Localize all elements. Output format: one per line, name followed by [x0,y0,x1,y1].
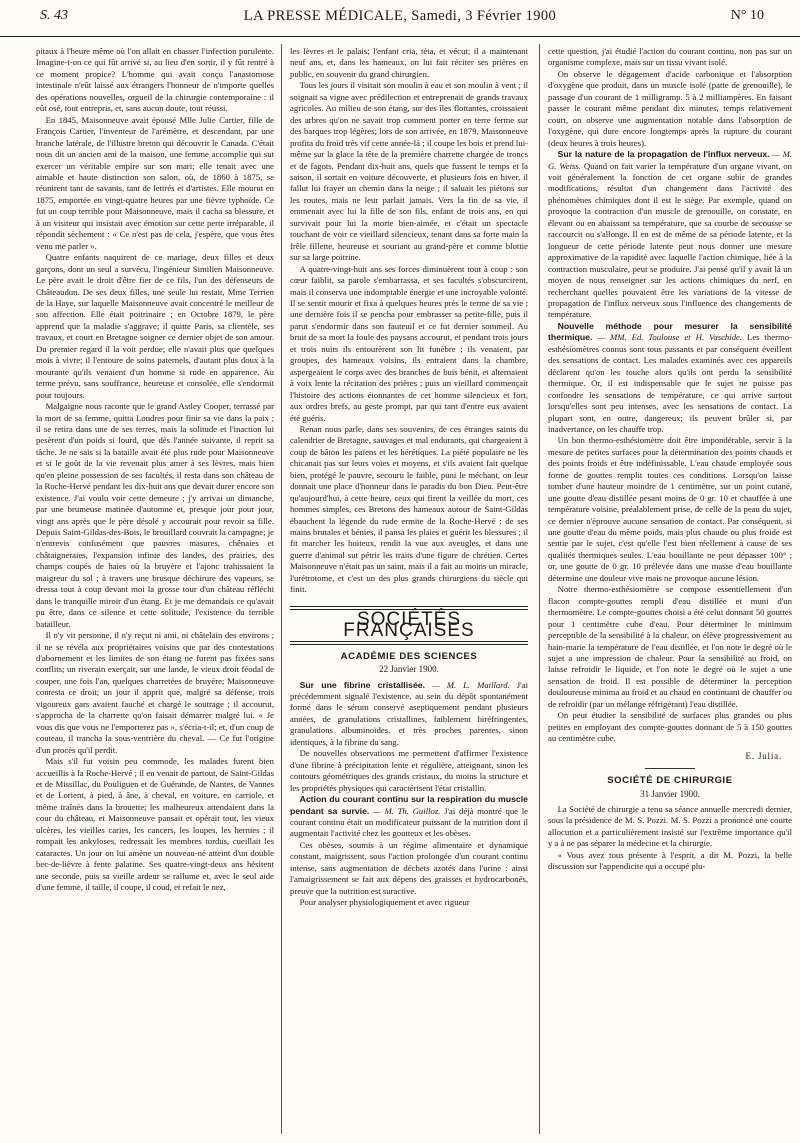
society-title: SOCIÉTÉ DE CHIRURGIE [607,775,733,787]
paragraph: Ces obèses, soumis à un régime alimentaire et dynamique constant, maigrissent, sous l'action prolongée d'un courant continu intense, sans augmentation de déchets azotés dans l'urine : ainsi l'amaigrissement se fait aux dépens des graisses et hydrocarbonés, preuve que la nutrition est suractive. [290,839,528,896]
paragraph: En 1845, Maisonneuve avait épousé Mlle Julie Cartier, fille de François Cartier, l'inventeur de l'arémètre, et descendant, par une branche latérale, de l'illustre breton qui découvrit le Canada. C'était nous dit un ancien ami de la maison, une femme accomplie qui sut exercer un véritable empire sur son mari; elle tenait avec une aimable et haute distinction son salon, où, de 1860 à 1875, se réunirent tant de savants, tant de lettrés et d'artistes. Elle mourut en 1875, emportée en vingt-quatre heures par une fièvre typhoïde. Ce fut un coup terrible pour Maisonneuve, mais il cacha sa blessure, et à un visiteur qui insistait avec émotion sur cette perte irréparable, il répondit sèchement : « Ce n'est pas de cela, j'espère, que vous êtes venu me parler ». [36,114,274,251]
paragraph: Renan nous parle, dans ses souvenirs, de ces étranges saints du calendrier de Bretagne, sauvages et mal endurants, qui chargeaient à coup de bâton les païens et les hérétiques. La piété populaire ne les chicanait pas sur leurs voies et moyens, et s'ils avaient fait quelque bien, protégé le pauvre, secouru le faible, puni le méchant, on leur donnait une place d'honneur dans le paradis du bon Dieu. Peut-être qu'aujourd'hui, à cette heure, ceux qui firent la veillée du mort, ces hommes simples, ces Bretons des hameaux autour de Saint-Gildas ébauchent la légende du rude ermite de la Roche-Hervé : de ses mains brutales et bénies, il pansa les plaies et guérit les blessures ; il fit marcher les boiteux, rendit la vue aux aveugles, et dans une guerre d'animal sut pétrir les traits d'une figure de chrétien. Certes Maisonneuve n'était pas un saint, mais il a fait au moins un miracle, l'urétrotome, et c'est un des plus grands chirurgiens du siècle qui finit. [290,423,528,595]
article: Action du courant continu sur la respiration du muscle pendant sa survie. — M. Th. Guilloz. J'ai déjà montré que le courant continu était un modificateur puissant de la nutrition dont il augmentait l'activité chez les goutteux et les obèses. [290,794,528,839]
paragraph: Tous les jours il visitait son moulin à eau et son moulin à vent ; il soignait sa vigne avec prédilection et entreprenait de grands travaux agricoles. Au milieu de son étang, sur des îles flottantes, croissaient des arbres qu'on ne savait trop comment porter en terre ferme sur des barques trop légères; lors de son arrivée, en 1879, Maisonneuve profita du froid très vif cette année-là ; il coupe les bois et prend lui-même sur la glace la tête de la première charrette chargée de troncs et de fagots. Pendant dix-huit ans, quels que fussent le temps et la saison, il sortait en voiture découverte, et plusieurs fois en hiver, il fallut lui frayer un chemin dans la neige ; il saluait les piétons sur les routes, mais ne leur parlait jamais. Vers la fin de sa vie, il emmenait avec lui la fille de son fils, enfant de trois ans, en qui survivait pour lui la morte bien-aimée, et c'était un spectacle touchant de voir ce vieillard silencieux, tenant dans sa forte main la frêle fillette, heureuse et souriant au grand-père et comme blottie sur sa large poitrine. [290,80,528,263]
paragraph: pitaux à l'heure même où l'on allait en chasser l'infection purulente. Imagine-t-on ce qui fût arrivé si, au lieu d'en sortir, il y fût rentré à ce moment propice? L'homme qui avait conçu l'anastomose intestinale n'eût laissé aux étrangers l'honneur de n'importe quelles des opérations nouvelles, orgueil de la chirurgie contemporaine : il eût osé, tout entrepris, et, sans aucun doute, tout réussi. [36,46,274,114]
section-banner: SOCIÉTÉS FRANÇAISES [290,606,528,645]
paragraph: Quatre enfants naquirent de ce mariage, deux filles et deux garçons, dont un seul a survécu, l'ingénieur Similien Maisonneuve. Le père avait le droit d'être fier de ce fils, l'un des défenseurs de Châteaudun. De ses deux filles, une seule lui restait, Mme Terrien de la Haye, sur laquelle Maisonneuve avait concentré le meilleur de son affection. Elle était poitrinaire ; en Octobre 1879, le père apprend que la maladie s'aggrave; il quitte Paris, sa clientèle, ses travaux, et court en Bretagne soigner ce dernier objet de son amour. Du premier regard il la voit perdue; elle n'avait plus que quelques mois à vivre; il l'entoure de soins paternels, d'autant plus doux à la mourante qu'ils venaient d'un homme si rude en apparence. Au terme prévu, sans souffrance, heureuse et consolée, elle s'endormit pour toujours. [36,252,274,400]
paragraph: Un bon thermo-esthésiomètre doit être impondérable, servir à la mesure de petites surfaces pour la détermination des points chauds et des points froids et être indéfinissable. L'eau chaude employée sous forme de gouttes remplit toutes ces conditions. Lorsqu'on laisse tomber d'une hauteur moindre de 1 centimètre, sur un point cutané, une goutte d'eau distillée pesant moins de 0 gr. 10 et chauffée à une température voisine, préalablement prise, de celle de la peau du sujet, ce dernier n'éprouve aucune sensation de contact. Par conséquent, si une goutte d'eau du même poids, mais plus chaude ou plus froide est sentie par le sujet, c'est qu'elle l'est bien réellement à cause de ses qualités thermiques seules. L'eau bouillante ne peut dépasser 100° ; or, une goutte de 0 gr. 10 prélevée dans une masse d'eau bouillante détermine une douleur vive mais ne provoque aucune lésion. [548,435,792,583]
paragraph: Il n'y vit personne, il n'y reçut ni ami, ni châtelain des environs ; il ne se révéla aux propriétaires voisins que par des contestations d'abornement et les limites de son étang ne furent pas fixées sans conflits; un riverain exerçait, sur une lande, le vieux droit féodal de couper, une fois l'an, quelques charretées de bruyère; Maisonneuve contesta ce droit; un jour il apprit que, malgré sa défense, trois vigoureux gars avaient fauché et chargé le soutrage ; il accourut, s'approcha de la charrette qu'on faisait démarrer malgré lui. « Je vous dis que vous ne l'emporterez pas », s'écria-t-il; et, d'un coup de couteau, il trancha la sous-ventrière du cheval. — Ce fut l'origine d'un procès qu'il perdit. [36,630,274,755]
paragraph: On peut étudier la sensibilité de surfaces plus grandes ou plus petites en employant des compte-gouttes donnant de 5 à 150 gouttes au centimètre cube. [548,710,792,744]
session-date: 22 Janvier 1900. [379,664,439,675]
column-3 [548,46,792,873]
column-2 [290,46,528,909]
author-signature: E. Julia. [745,750,782,761]
paragraph: cette question, j'ai étudié l'action du courant continu, non pas sur un organisme complexe, mais sur un tissu vivant isolé. [548,46,792,68]
society-title: ACADÉMIE DES SCIENCES [340,650,478,662]
article: Nouvelle méthode pour mesurer la sensibilité thermique. — MM. Ed. Toulouse et H. Vaschide. Les thermo-esthésiomètres connus sont tous passants et par conséquent éveillent des sensations de contact. Les malades examinés avec ces appareils déclarent qu'on les touche alors qu'ils ont perdu la sensibilité thermique. Or, il est indispensable que le sujet ne puisse pas confondre les sensations de température, ce qui arrive surtout lorsqu'elles sont peu intenses, avec les sensations de contact. La plupart sont, en outre, dangereux; ils peuvent brûler si, par inadvertance, on les chauffe trop. [548,320,792,434]
column-1 [36,46,274,894]
paragraph: A quatre-vingt-huit ans ses forces diminuèrent tout à coup : son cœur faiblit, sa parole s'embarrassa, et ses facultés s'obscurcirent, mais il conserva une indomptable énergie et une incroyable volonté. Il se sentit mourir et fixa à quelques heures près le terme de sa vie ; une dernière fois il se pencha pour embrasser sa petite-fille, puis il parut s'endormir dans son fauteuil et ce fut dernier sommeil. Au bruit de sa mort la foule des paysans accourut, et pendant trois jours et trois nuits ils entourèrent son lit funèbre ; ils venaient, par groupes, des hameaux voisins, ils entraient dans la chambre, aspergeaient le corps avec des branches de buis bénit, et alternaient à voix lente la récitation des prières ; puis un vieillard commençait l'histoire des actions étonnantes de cet homme silencieux et fort, aux ordres brefs, au geste prompt, par qui tant d'entre eux avaient été guéris. [290,263,528,423]
paragraph: Pour analyser physiologiquement et avec rigueur [299,897,470,908]
article: Sur la nature de la propagation de l'influx nerveux. — M. G. Weiss. Quand on fait varier la température d'un organe vivant, on voit généralement la fonction de cet organe subir de grandes modifications, résultat d'un changement dans l'activité des phénomènes chimiques dont il est le siège. Par exemple, quand on provoque la contraction d'un muscle de grenouille, on constate, en élevant ou en abaissant sa température, que sa courbe de secousse se raccourcit ou s'allonge. Il en est de même de sa période latente, et la longueur de cette période latente peut nous donner une mesure approximative de la rapidité avec laquelle l'action chimique, liée à la contraction musculaire, peut se produire. J'ai pensé qu'il y avait là un moyen de nous renseigner sur les actions chimiques du nerf, en recherchant quelles pouvaient être les variations de la vitesse de propagation de l'influx nerveux sous l'influence des changements de température. [548,149,792,320]
column-rule [281,44,282,1134]
masthead-title: LA PRESSE MÉDICALE, Samedi, 3 Février 1900 [243,8,557,24]
paragraph: les lèvres et le palais; l'enfant cria, téta, et vécut; il a maintenant neuf ans, et, dans les hameaux, on lui fait réciter ses prières en public, en souvenir du grand chirurgien. [290,46,528,79]
divider [645,768,695,769]
paragraph: Notre thermo-esthésiomètre se compose essentiellement d'un flacon compte-gouttes rempli d'eau distillée et muni d'un thermomètre. Le compte-gouttes choisi a été celui donnant 50 gouttes pour 1 centimètre cube d'eau. Pour déterminer le minimum perceptible de la sensibilité à la chaleur, on élève progressivement au bain-marie la température de l'eau distillée, et l'on note le degré où le sujet a une impression de chaleur. Pour la sensibilité au froid, on laisse refroidir le liquide, et l'on note le degré où le sujet a une sensation de froid. Il est possible de déterminer la perception douloureuse minima au froid et au chaud en continuant de chauffer ou de refroidir (par un mélange réfrigérant) l'eau distillée. [548,584,792,709]
paragraph: « Vous avez tous présente à l'esprit, a dit M. Pozzi, la belle discussion sur l'appendicite qui a occupé plu- [548,849,792,872]
paragraph: De nouvelles observations me permettent d'affirmer l'existence d'une fibrine à précipitation lente et régulière, atteignant, sinon les contours géométriques des grands cristaux, du moins la structure et les propriétés physiques qui caractérisent l'état cristallin. [290,748,528,793]
session-date: 31 Janvier 1900. [640,788,700,799]
column-rule [539,44,540,1134]
page-header [0,0,800,37]
paragraph: On observe le dégagement d'acide carbonique et l'absorption d'oxygène que produit, dans un muscle isolé (patte de grenouille), le passage d'un courant de 1 milligramp. 5 à 2 milliampères. En faisant passer le courant même pendant dix minutes, temps relativement court, on observe une augmentation notable dans l'absorption de l'oxygène, qui dure encore longtemps après la rupture du courant (deux heures à trois heures). [548,68,792,148]
paragraph: La Société de chirurgie a tenu sa séance annuelle mercredi dernier, sous la présidence de M. S. Pozzi. M. S. Pozzi a prononcé une courte allocution et a particulièrement insisté sur l'extrême importance qu'il y a à ne pas séparer la médecine et la chirurgie. [548,804,792,849]
paragraph: Malgaigne nous raconte que le grand Astley Cooper, terrassé par la mort de sa femme, quitta Londres pour finir sa vie dans la paix ; il se retira dans une de ses terres, mais la solitude et l'inaction lui pesèrent d'un poids si lourd, que dès l'année suivante, il reprit sa tâche. Je ne sais si la bataille avait été plus rude pour Maisonneuve et si le goût de la vie revenait plus amer à ses lèvres, mais bien qu'en pleine possession de ses facultés, il resta dans son château de la Roche-Hervé pendant les dix-huit ans que devait durer encore son existence. J'ai voulu voir cette demeure ; j'y arrivai un dimanche, par une brumeuse matinée d'automne et, presque jour pour jour, vingt ans après que le père désolé y accourait pour revoir sa fille. Depuis Saint-Gildas-des-Bois, le brouillard couvrait la campagne; je n'entrevis confusément que pauvres masures, chênaies et châtaigneraies, l'expansion infinie des landes, des prairies, des champs coupés de haies où la bruyère et l'ajonc trahissaient la maigreur du sol ; à travers une brusque déchirure des vapeurs, se dressa tout à coup devant moi la grosse tour d'un château réfléchi dans le tranquille miroir d'un étang. Et je me demandais ce qu'avait pu être, dans ce silence et cette solitude, l'existence du terrible batailleur. [36,401,274,629]
paragraph: Mais s'il fut voisin peu commode, les malades furent bien accueillis à la Roche-Hervé ; il en venait de partout, de Saint-Gildas et de Missillac, du Pouliguen et de Guérande, de Nantes, de Vannes et de Lorient, à pied, à âne, à cheval, en voiture, en carriole, et même traînés dans la brouette; les malheureux attendaient dans la cour du château, et Maisonneuve pansait et opérait tout, les vieux ulcères, les vieilles caries, les cancers, les loupes, les hernies ; il rompait les ankyloses, redressait les membres tordus, cueillait les cataractes. Un jour on lui amène un nouveau-né atteint d'un double bec-de-lièvre à fente palatine. Ses quatre-vingt-deux ans hésitent une seconde, puis sa vieille ardeur se rallume et, avec le seul aide d'une femme, il taille, il coupe, il coud, et refait le nez, [36,756,274,893]
issue-number: N° 10 [730,8,764,23]
article: Sur une fibrine cristallisée. — M. L. Maillard. J'ai précédemment signalé l'existence, au sein du dépôt spontanément formé dans le sérum conservé aseptiquement pendant plusieurs années, de granulations cristallines, faiblement biréfringentes, granulations albuminoïdes, et très proches parentes, sinon identiques, à la fibrine du sang. [290,679,529,747]
page-number: S. 43 [40,8,68,23]
